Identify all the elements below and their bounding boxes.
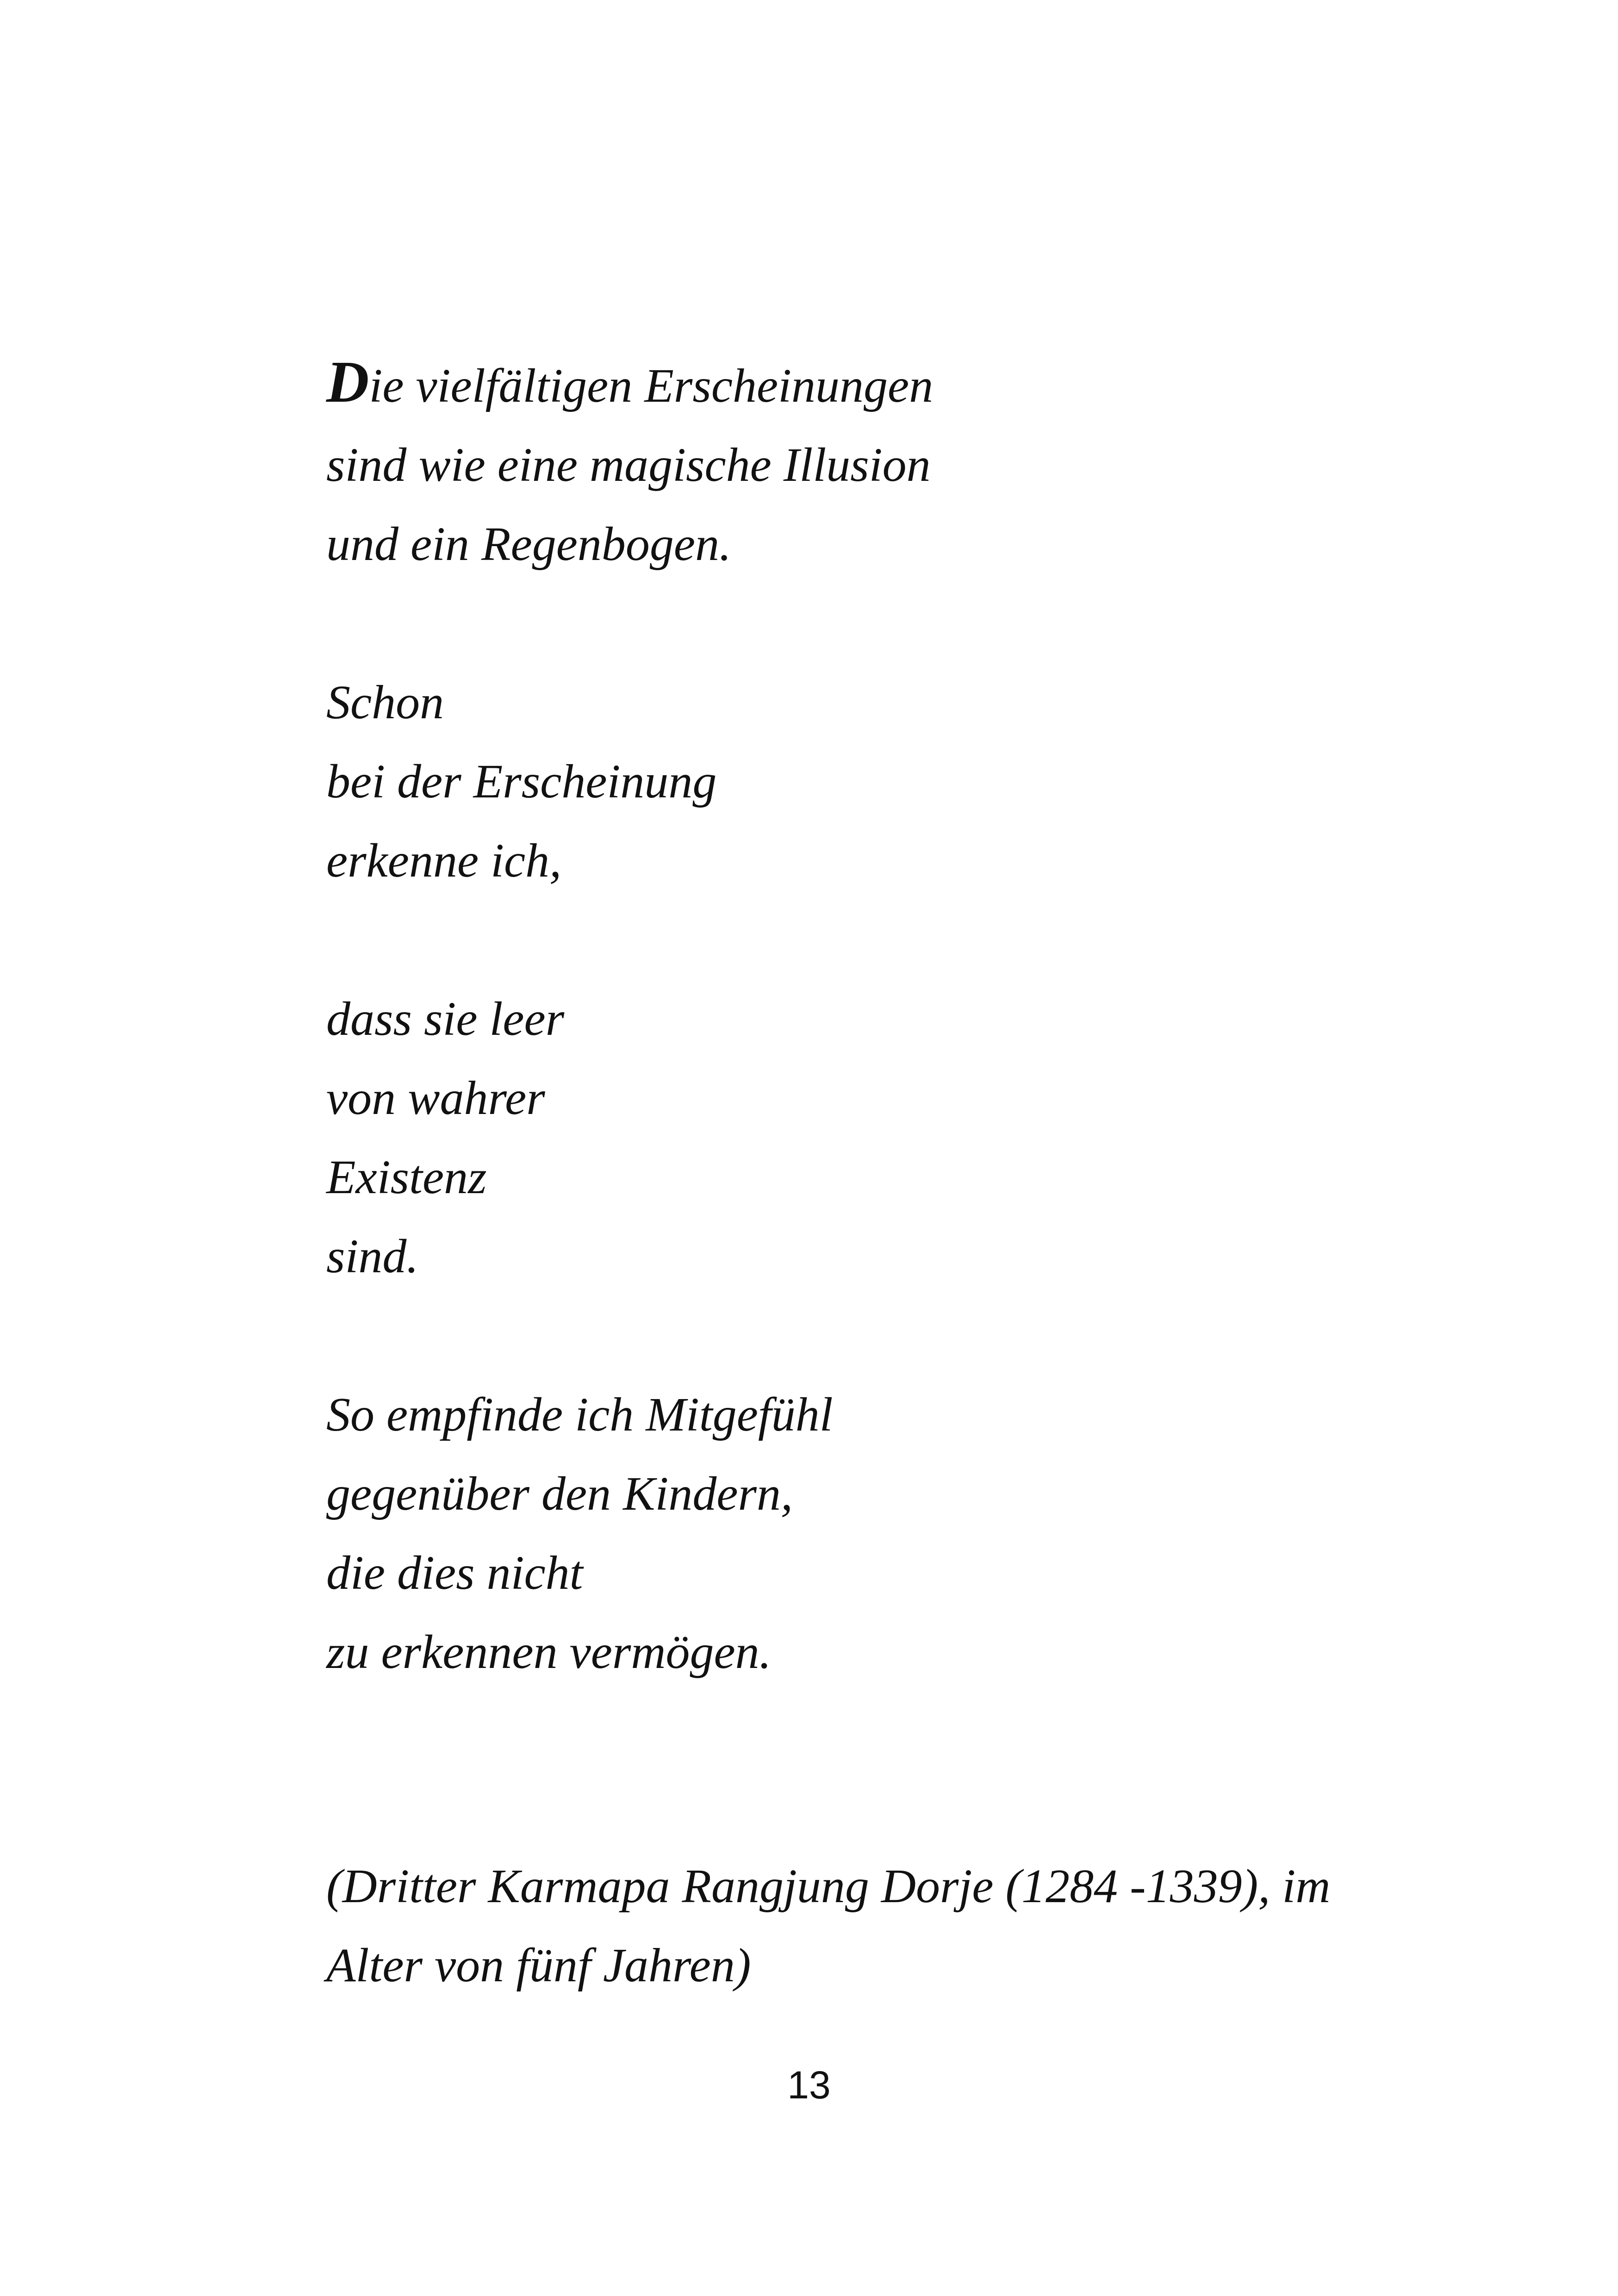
stanza-gap [326, 900, 1437, 979]
poem-line: Existenz [326, 1151, 487, 1204]
stanza-4 [326, 1375, 1437, 1692]
attribution-line-1: (Dritter Karmapa Rangjung Dorje (1284 -1339), im [326, 1860, 1331, 1913]
poem-line: zu erkennen vermögen. [326, 1625, 772, 1679]
attribution-line-2: Alter von fünf Jahren) [326, 1939, 751, 1992]
poem-line: sind wie eine magische Illusion [326, 438, 931, 492]
poem-line: Schon [326, 676, 444, 729]
poem-line-text: ie vielfältigen Erscheinungen [369, 359, 933, 412]
drop-initial: D [326, 349, 369, 415]
poem-line: So empfinde ich Mitgefühl [326, 1388, 833, 1441]
poem-line: dass sie leer [326, 992, 565, 1045]
poem-line: erkenne ich, [326, 834, 562, 887]
stanza-1 [326, 342, 1437, 584]
poem-line: und ein Regenbogen. [326, 517, 732, 571]
attribution [326, 1847, 1483, 2005]
stanza-3 [326, 979, 1437, 1296]
stanza-gap [326, 584, 1437, 663]
stanza-2 [326, 663, 1437, 900]
poem-line: sind. [326, 1230, 419, 1283]
stanza-gap [326, 1296, 1437, 1375]
page-number: 13 [787, 2063, 831, 2107]
poem-line: bei der Erscheinung [326, 755, 717, 808]
poem-line: gegenüber den Kindern, [326, 1467, 793, 1520]
poem [326, 342, 1437, 1692]
poem-line: die dies nicht [326, 1546, 583, 1599]
poem-line [326, 342, 1437, 425]
poem-line: von wahrer [326, 1071, 545, 1125]
